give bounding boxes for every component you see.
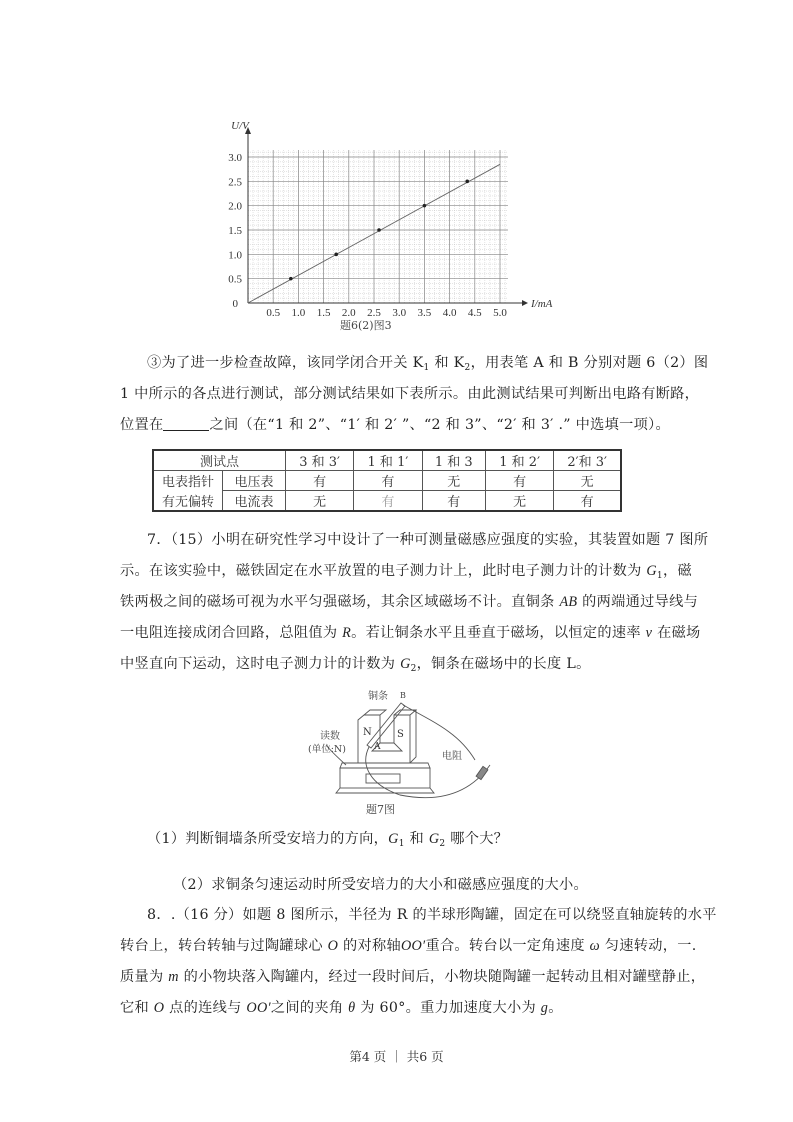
page-number-footer: 第4 页 ｜ 共6 页 xyxy=(349,1049,444,1064)
row-label: 电流表 xyxy=(223,491,286,512)
svg-text:4.0: 4.0 xyxy=(442,307,457,319)
svg-text:0.5: 0.5 xyxy=(266,307,281,319)
table-cell: 有 xyxy=(486,471,554,491)
table-cell: 有 xyxy=(354,471,422,491)
label-a: A xyxy=(374,742,381,752)
table-row xyxy=(153,471,621,491)
q7-line-2: 示。在该实验中，磁铁固定在水平放置的电子测力计上，此时电子测力计的计数为 $G_1$，磁 xyxy=(120,563,692,581)
svg-text:1.0: 1.0 xyxy=(228,249,242,262)
table-header-row xyxy=(153,450,621,471)
table-cell: 有 xyxy=(422,491,485,512)
svg-text:0.5: 0.5 xyxy=(228,273,242,286)
figure-7-apparatus xyxy=(290,685,510,820)
q7-line-1: 7．（15）小明在研究性学习中设计了一种可测量磁感应强度的实验，其装置如题 7 图所 xyxy=(147,532,709,548)
row-label: 电压表 xyxy=(223,471,286,491)
svg-text:2.0: 2.0 xyxy=(341,307,356,319)
label-s-pole: S xyxy=(397,729,404,740)
q7-sub-question-1: （1）判断铜墙条所受安培力的方向，$G_1$ 和 $G_2$ 哪个大？ xyxy=(147,831,509,849)
answer-blank[interactable] xyxy=(163,416,209,431)
iv-chart-svg xyxy=(220,110,560,340)
q7-line-3: 铁两极之间的磁场可视为水平匀强磁场，其余区域磁场不计。直铜条 AB 的两端通过导线与 xyxy=(120,594,699,610)
q6-line-3: 位置在 之间（在“1 和 2”、“1′ 和 2′ ”、“2 和 3”、“2′ 和 3′ .” 中选填一项）。 xyxy=(120,417,670,433)
label-reading: 读数 xyxy=(320,731,340,742)
q6-line-2: 1 中所示的各点进行测试，部分测试结果如下表所示。由此测试结果可判断出电路有断路， xyxy=(120,386,700,402)
table-cell: 无 xyxy=(286,491,354,512)
row-group-label: 电表指针 xyxy=(153,471,223,491)
svg-text:2.0: 2.0 xyxy=(228,200,242,213)
figure-7-caption: 题7图 xyxy=(366,803,395,816)
svg-text:I/mA: I/mA xyxy=(531,298,553,310)
svg-text:U/V: U/V xyxy=(231,120,249,132)
q8-line-3: 质量为 m 的小物块落入陶罐内，经过一段时间后，小物块随陶罐一起转动且相对罐壁静止， xyxy=(120,969,706,985)
label-b: B xyxy=(400,691,406,700)
row-group-label: 有无偏转 xyxy=(153,491,223,512)
svg-text:3.0: 3.0 xyxy=(228,152,242,164)
svg-text:0: 0 xyxy=(232,298,238,310)
table-row xyxy=(153,491,621,512)
svg-text:4.5: 4.5 xyxy=(467,307,482,319)
test-results-table xyxy=(152,449,622,512)
q7-sub-question-2: （2）求铜条匀速运动时所受安培力的大小和磁感应强度的大小。 xyxy=(173,877,588,893)
q8-line-1: 8．.（16 分）如题 8 图所示，半径为 R 的半球形陶罐，固定在可以绕竖直轴旋转的水平 xyxy=(147,907,717,923)
label-unit: (单位:N) xyxy=(308,744,346,755)
header-label: 测试点 xyxy=(153,450,286,471)
table-cell: 无 xyxy=(486,491,554,512)
svg-text:3.5: 3.5 xyxy=(417,307,432,319)
q7-line-5: 中竖直向下运动，这时电子测力计的计数为 $G_2$，铜条在磁场中的长度 L。 xyxy=(120,656,591,674)
svg-text:5.0: 5.0 xyxy=(493,307,507,319)
column-header: 2′和 3′ xyxy=(554,450,621,471)
table-cell: 无 xyxy=(422,471,485,491)
label-resistor: 电阻 xyxy=(442,751,462,762)
q6-line-1: ③为了进一步检查故障，该同学闭合开关 $K_1$ 和 $K_2$，用表笔 A 和 B 分别对题 6（2）图 xyxy=(147,355,709,373)
table-cell: 有 xyxy=(354,491,422,512)
svg-text:3.0: 3.0 xyxy=(392,307,407,319)
label-n-pole: N xyxy=(363,727,372,738)
column-header: 3 和 3′ xyxy=(286,450,354,471)
svg-text:1.5: 1.5 xyxy=(228,225,242,237)
column-header: 1 和 3 xyxy=(422,450,485,471)
q8-line-2: 转台上，转台转轴与过陶罐球心 O 的对称轴OO′重合。转台以一定角速度 ω 匀速转动，一. xyxy=(120,938,697,954)
column-header: 1 和 2′ xyxy=(486,450,554,471)
q8-line-4: 它和 O 点的连线与 OO′之间的夹角 θ 为 60°。重力加速度大小为 g。 xyxy=(120,1000,563,1016)
iv-chart xyxy=(220,110,560,340)
svg-text:2.5: 2.5 xyxy=(228,176,242,189)
table-cell: 无 xyxy=(554,471,621,491)
svg-text:2.5: 2.5 xyxy=(367,307,381,319)
table-cell: 有 xyxy=(286,471,354,491)
table-cell: 有 xyxy=(554,491,621,512)
chart-caption: 题6(2)图3 xyxy=(340,319,392,332)
column-header: 1 和 1′ xyxy=(354,450,422,471)
svg-text:1.0: 1.0 xyxy=(291,307,306,319)
q7-line-4: 一电阻连接成闭合回路，总阻值为 R。若让铜条水平且垂直于磁场，以恒定的速率 v 在磁场 xyxy=(120,625,701,641)
label-copper-bar: 铜条 xyxy=(368,691,388,702)
svg-text:1.5: 1.5 xyxy=(316,307,331,319)
